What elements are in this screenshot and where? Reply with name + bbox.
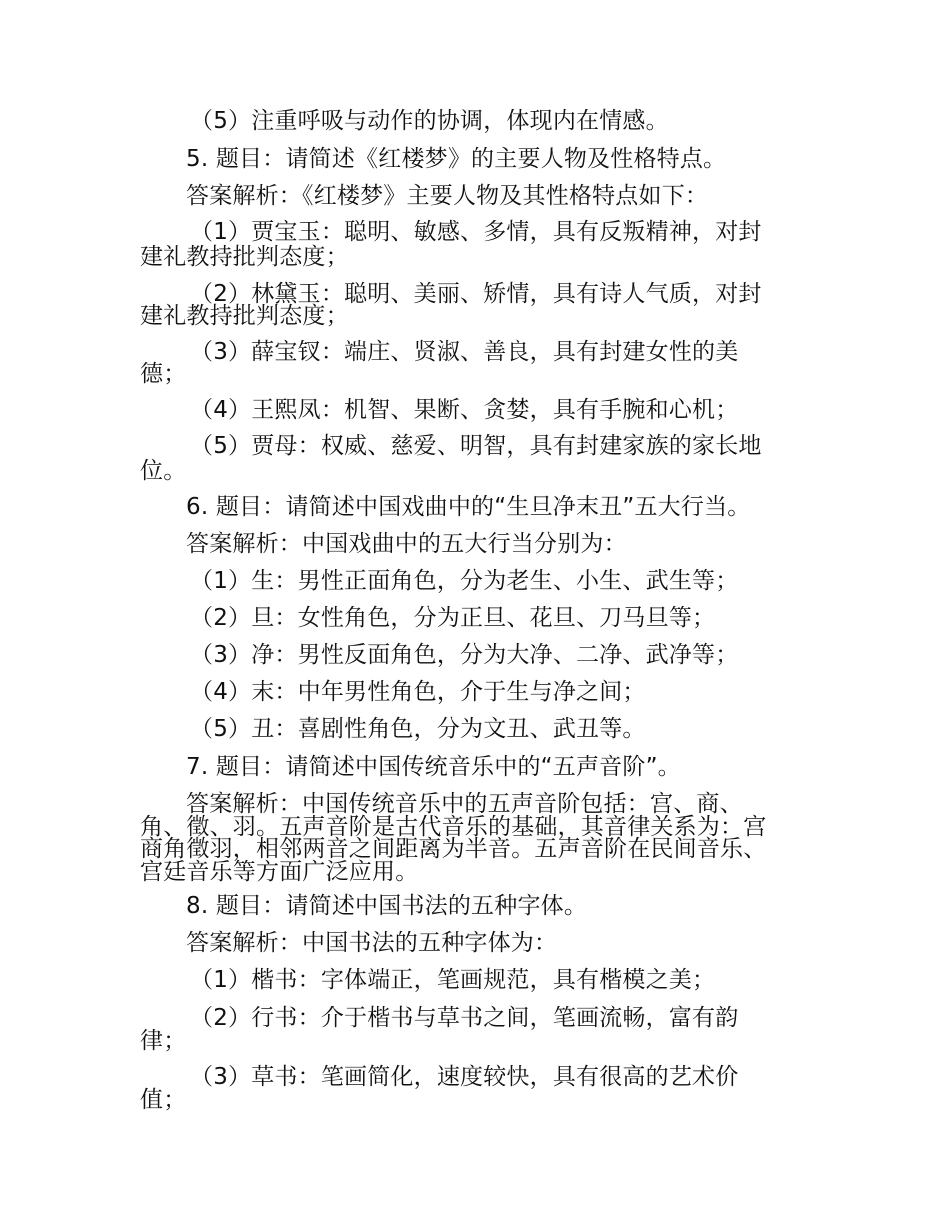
text-line: （4）王熙凤：机智、果断、贪婪，具有手腕和心机； [190,397,739,423]
question-heading: 6. 题目：请简述中国戏曲中的“生旦净末丑”五大行当。 [186,494,751,520]
text-line: （3）薛宝钗：端庄、贤淑、善良，具有封建女性的美 [190,339,739,365]
text-line: （5）贾母：权威、慈爱、明智，具有封建家族的家长地 [190,433,762,459]
question-heading: 5. 题目：请简述《红楼梦》的主要人物及性格特点。 [186,146,727,172]
text-line: （2）旦：女性角色，分为正旦、花旦、刀马旦等； [190,605,716,631]
text-line-wrap: 位。 [140,458,187,484]
text-line-wrap: 律； [140,1028,187,1054]
text-line: （5）注重呼吸与动作的协调，体现内在情感。 [190,108,669,134]
answer-intro: 答案解析：中国书法的五种字体为： [186,930,558,956]
text-line: （2）行书：介于楷书与草书之间，笔画流畅，富有韵 [190,1005,739,1031]
text-line: （3）草书：笔画简化，速度较快，具有很高的艺术价 [190,1064,739,1090]
text-line-wrap: 宫廷音乐等方面广泛应用。 [140,859,419,885]
text-line: （5）丑：喜剧性角色，分为文丑、武丑等。 [190,716,646,742]
question-heading: 8. 题目：请简述中国书法的五种字体。 [186,893,588,919]
answer-intro: 答案解析：《红楼梦》主要人物及其性格特点如下： [186,183,709,209]
text-line: （2）林黛玉：聪明、美丽、矫情，具有诗人气质，对封 [190,281,762,307]
text-line: （1）贾宝玉：聪明、敏感、多情，具有反叛精神，对封 [190,219,762,245]
text-line-wrap: 德； [140,361,187,387]
text-line: （4）末：中年男性角色，介于生与净之间； [190,679,646,705]
text-line-wrap: 商角徵羽，相邻两音之间距离为半音。五声音阶在民间音乐、 [140,836,767,862]
question-heading: 7. 题目：请简述中国传统音乐中的“五声音阶”。 [186,754,681,780]
text-line-wrap: 值； [140,1087,187,1113]
answer-intro: 答案解析：中国戏曲中的五大行当分别为： [186,531,627,557]
text-line-wrap: 建礼教持批判态度； [140,244,349,270]
text-line-wrap: 角、徵、羽。五声音阶是古代音乐的基础，其音律关系为：宫 [140,814,767,840]
text-line: （1）生：男性正面角色，分为老生、小生、武生等； [190,568,739,594]
text-line: （3）净：男性反面角色，分为大净、二净、武净等； [190,642,739,668]
text-line: （1）楷书：字体端正，笔画规范，具有楷模之美； [190,967,716,993]
answer-intro: 答案解析：中国传统音乐中的五声音阶包括：宫、商、 [186,791,743,817]
text-line-wrap: 建礼教持批判态度； [140,303,349,329]
